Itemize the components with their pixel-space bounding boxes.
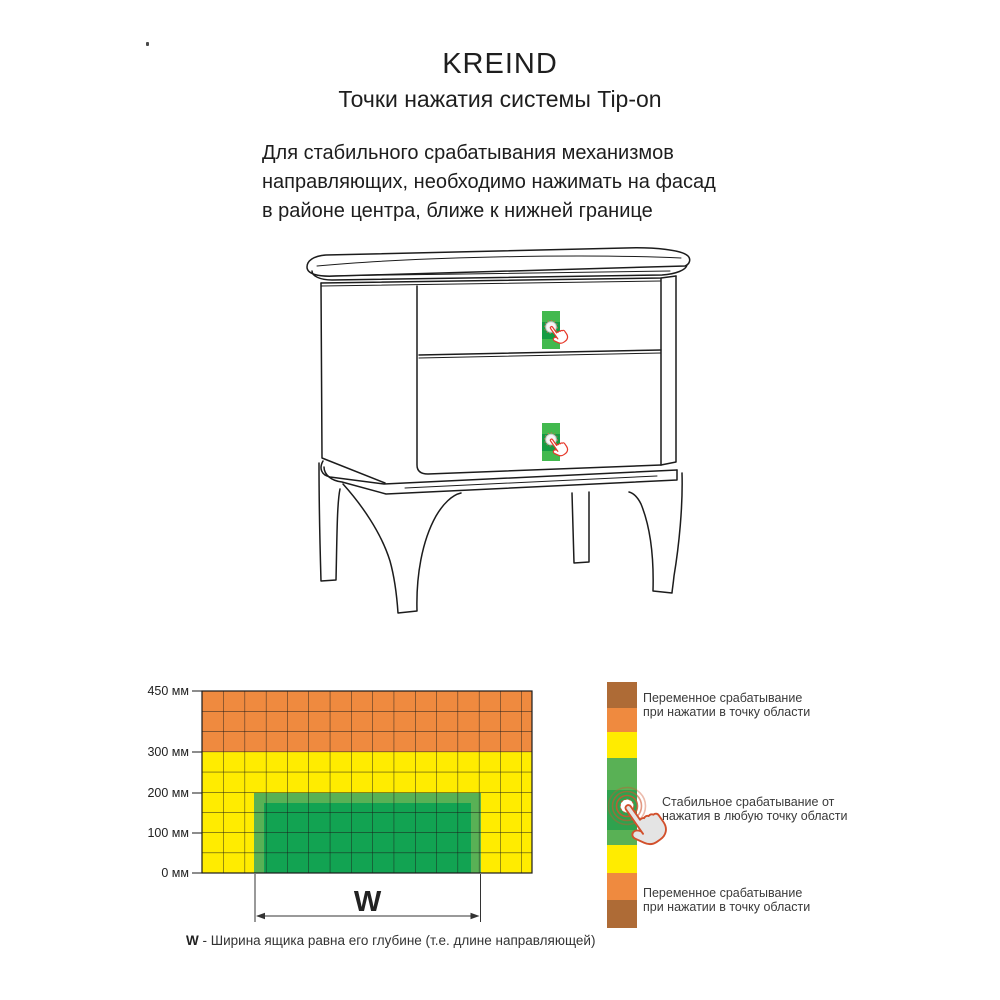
legend-seg-brown-top xyxy=(607,682,637,708)
grid-lines xyxy=(202,691,532,873)
legend-line: при нажатии в точку области xyxy=(643,900,811,914)
carcass-left-edge xyxy=(321,283,385,483)
leg-front-left xyxy=(343,484,461,613)
legend-seg-orange-bottom xyxy=(607,873,637,900)
width-caption-text: - Ширина ящика равна его глубине (т.е. длине направляющей) xyxy=(198,933,596,948)
axis-ticks xyxy=(192,691,202,873)
legend-line: Переменное срабатывание xyxy=(643,886,803,900)
tick-label-200: 200 мм xyxy=(147,786,189,800)
press-point-indicator-top xyxy=(542,311,570,349)
nightstand-drawing xyxy=(200,245,710,635)
tabletop-rim-line xyxy=(317,256,681,266)
arrowhead-right xyxy=(471,913,480,919)
description xyxy=(262,139,762,226)
description-line: в районе центра, ближе к нижней границе xyxy=(262,200,653,222)
drawer-front-left-edge xyxy=(417,286,661,474)
carcass-right-edge xyxy=(661,276,676,465)
press-point-indicator-bottom xyxy=(542,423,570,461)
legend-seg-yellow-top xyxy=(607,732,637,758)
legend-item-stable xyxy=(662,795,847,823)
stray-dot xyxy=(146,42,149,46)
legend-seg-brown-bottom xyxy=(607,900,637,928)
apron-top-edge xyxy=(321,461,677,484)
tick-label-100: 100 мм xyxy=(147,826,189,840)
width-caption xyxy=(186,933,595,948)
tick-label-0: 0 мм xyxy=(161,866,189,880)
description-line: направляющих, необходимо нажимать на фасад xyxy=(262,171,716,193)
legend-line: Переменное срабатывание xyxy=(643,691,803,705)
width-caption-symbol: W xyxy=(186,933,199,948)
description-line: Для стабильного срабатывания механизмов xyxy=(262,142,674,164)
leg-front-right xyxy=(629,473,682,593)
legend-line: нажатия в любую точку области xyxy=(662,809,848,823)
tick-label-450: 450 мм xyxy=(147,684,189,698)
legend-line: при нажатии в точку области xyxy=(643,705,811,719)
legend-item-variable-bottom xyxy=(643,886,810,914)
press-zone-diagram xyxy=(140,680,570,940)
legend-line: Стабильное срабатывание от xyxy=(662,795,835,809)
tick-label-300: 300 мм xyxy=(147,745,189,759)
legend-seg-orange-top xyxy=(607,708,637,732)
legend-item-variable-top xyxy=(643,691,810,719)
width-label: W xyxy=(353,886,382,918)
leg-back-right xyxy=(572,492,589,563)
arrowhead-left xyxy=(256,913,265,919)
brand-title: KREIND xyxy=(442,48,558,80)
page-subtitle: Точки нажатия системы Tip-on xyxy=(338,86,662,112)
apron-inner-line xyxy=(405,476,657,488)
